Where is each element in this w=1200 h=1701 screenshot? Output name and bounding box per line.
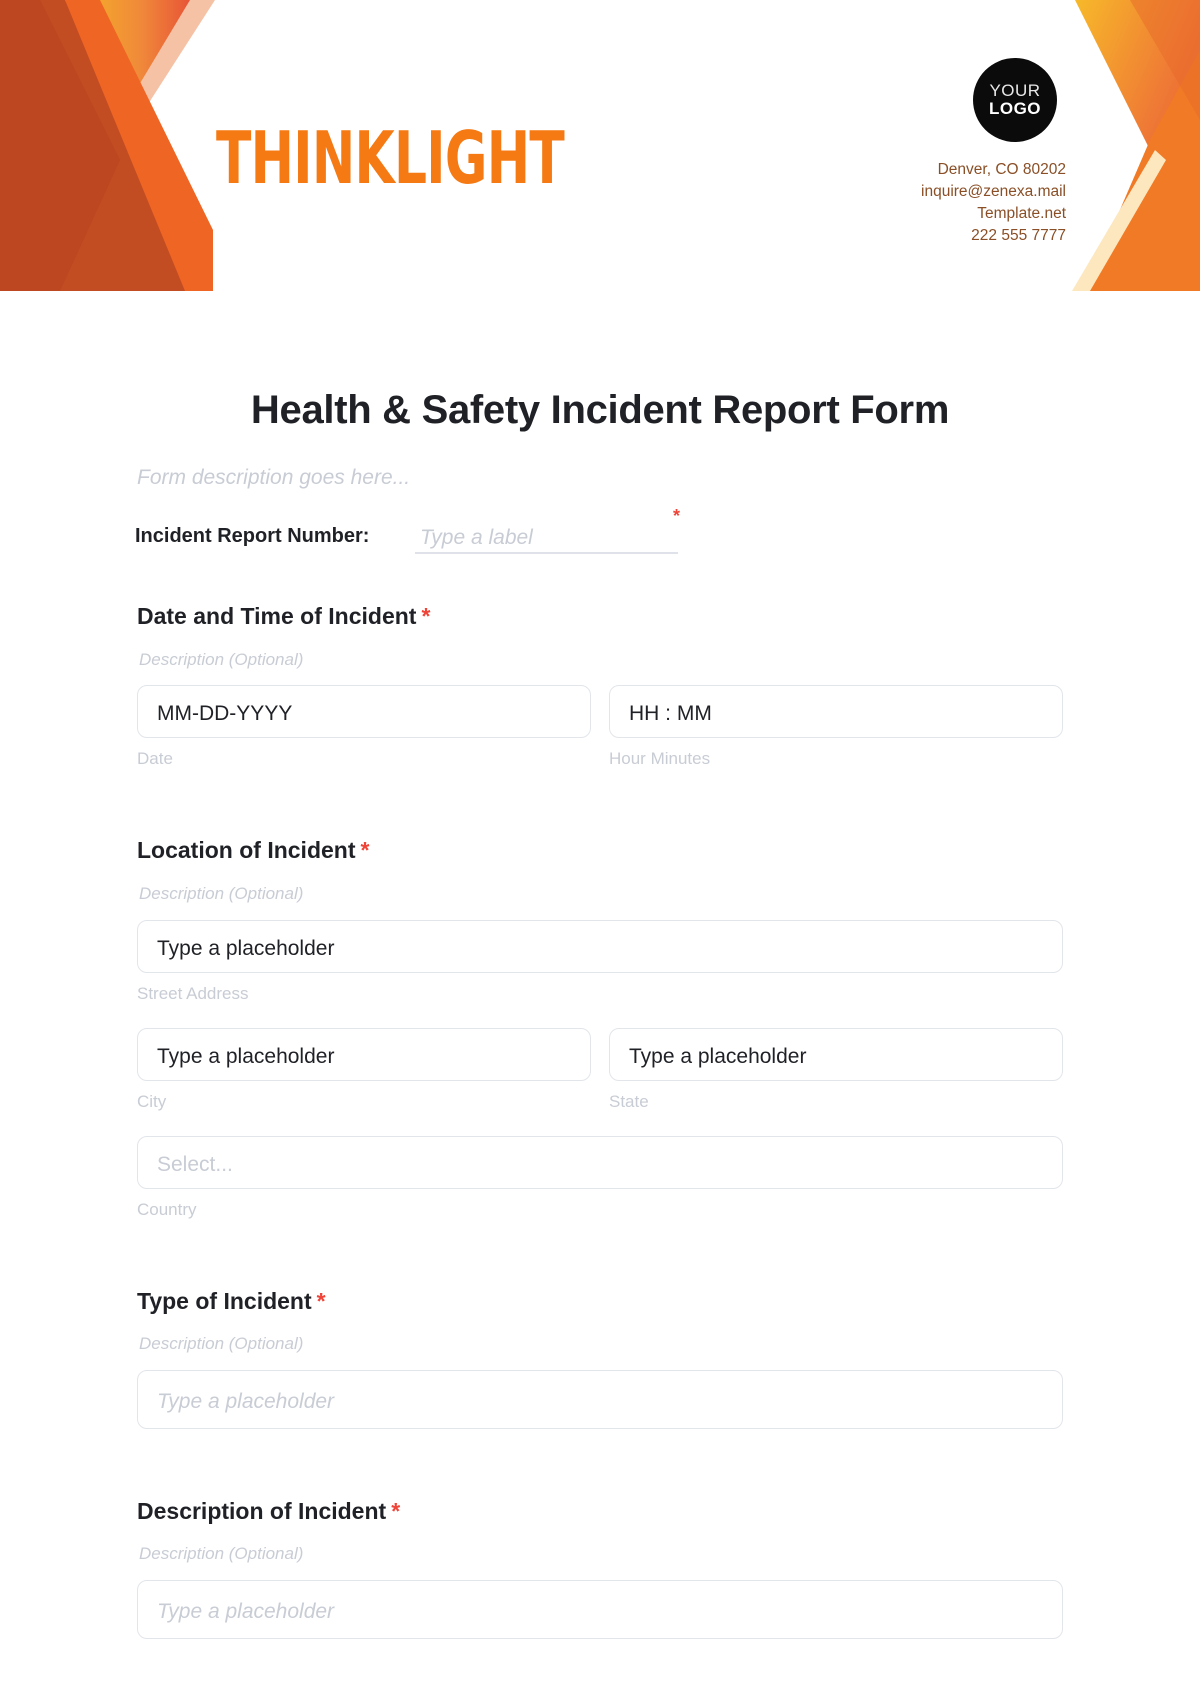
section-title: Date and Time of Incident [137,603,417,629]
street-address-input[interactable]: Type a placeholder [137,920,1063,973]
section-description[interactable]: Description (Optional) [139,650,304,669]
report-number-input[interactable]: Type a label [415,522,678,554]
required-asterisk: * [673,506,681,526]
decorative-shapes-icon [0,0,1200,291]
contact-address: Denver, CO 80202 [937,161,1066,178]
state-input[interactable]: Type a placeholder [609,1028,1063,1081]
section-description[interactable]: Description (Optional) [139,884,304,903]
form-title: Health & Safety Incident Report Form [250,388,950,432]
incident-description-input[interactable]: Type a placeholder [137,1580,1063,1639]
section-description-label [137,1498,400,1525]
date-sublabel: Date [137,749,173,768]
contact-website: Template.net [977,205,1066,222]
section-description[interactable]: Description (Optional) [139,1334,304,1353]
section-title: Type of Incident [137,1288,312,1314]
brand-name: THINKLIGHT [216,116,565,200]
city-sublabel: City [137,1092,167,1111]
header-banner [0,0,1200,291]
country-select[interactable]: Select... [137,1136,1063,1189]
section-title: Location of Incident [137,837,356,863]
section-date-time-label [137,603,430,630]
time-sublabel: Hour Minutes [609,749,711,768]
contact-email: inquire@zenexa.mail [921,183,1066,200]
report-number-label: Incident Report Number: [135,525,370,547]
form-description[interactable]: Form description goes here... [137,466,411,489]
logo-line-2: LOGO [988,99,1042,118]
company-logo [973,58,1057,142]
contact-info [921,159,1066,247]
section-type-label [137,1288,326,1315]
street-address-sublabel: Street Address [137,984,249,1003]
required-asterisk: * [316,1288,326,1314]
date-input[interactable]: MM-DD-YYYY [137,685,591,738]
incident-type-input[interactable]: Type a placeholder [137,1370,1063,1429]
required-asterisk: * [391,1498,401,1524]
time-input[interactable]: HH : MM [609,685,1063,738]
city-input[interactable]: Type a placeholder [137,1028,591,1081]
required-asterisk: * [421,603,431,629]
section-description[interactable]: Description (Optional) [139,1544,304,1563]
state-sublabel: State [609,1092,649,1111]
required-asterisk: * [360,837,370,863]
section-title: Description of Incident [137,1498,387,1524]
section-location-label [137,837,369,864]
logo-line-1: YOUR [989,81,1041,101]
contact-phone: 222 555 7777 [971,227,1066,244]
country-sublabel: Country [137,1200,197,1219]
